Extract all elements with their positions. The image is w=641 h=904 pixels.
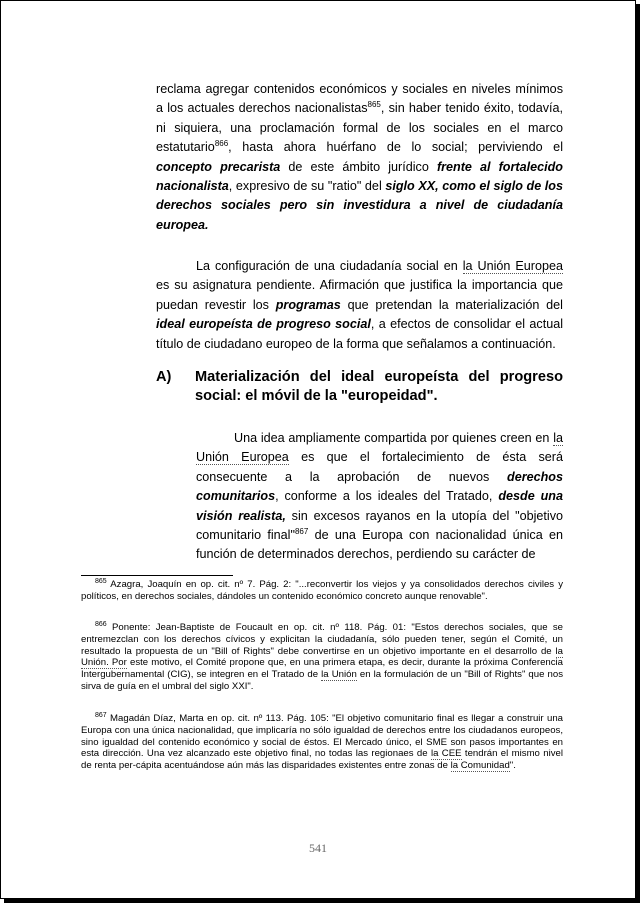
text-run: es su asignatura pendiente. Afirmación que justifica la importancia que puedan revestir los: [156, 278, 563, 312]
emphasis-text: siglo XX, como el siglo de los derechos sociales pero sin investidura a nivel de ciudadanía europea.: [156, 179, 563, 232]
text-run: de este ámbito jurídico: [280, 159, 437, 174]
text-run: reclama agregar contenidos económicos y sociales en niveles mínimos a los actuales derechos nacionalistas: [156, 82, 563, 116]
underlined-term: la Unión. Por: [81, 645, 563, 669]
text-run: de una Europa con nacionalidad única en función de determinados derechos, perdiendo su carácter de: [196, 528, 563, 562]
text-run: sin excesos rayanos en la utopía del "objetivo comunitario final": [196, 508, 563, 543]
footnote-text: este motivo, el Comité propone que, en una primera etapa, es decir, durante la próxima Conferencia Intergubernamental (CIG), se integren en el Tratado de: [81, 657, 563, 681]
footnote-separator: [81, 575, 233, 576]
emphasis-text: desde una visión realista,: [196, 489, 563, 523]
underlined-term: la Unión Europea: [462, 259, 563, 273]
text-run: que pretendan la materialización del: [340, 297, 563, 312]
footnote-text: Azagra, Joaquín en op. cit. nº 7. Pág. 2: "...reconvertir los viejos y ya consolidados derechos civiles y políticos, en derechos sociales, dándoles un contenido económico concreto aunque renovable".: [81, 579, 563, 602]
section-title: Materialización del ideal europeísta del progreso social: el móvil de la "europeidad".: [195, 369, 563, 404]
page-number: 541: [309, 841, 327, 855]
footnote-number: 866: [95, 621, 107, 628]
footnote-ref-867[interactable]: 867: [294, 527, 309, 537]
footnote-ref-866[interactable]: 866: [214, 139, 229, 149]
emphasis-text: concepto precarista: [156, 159, 281, 174]
footnote-866: [81, 622, 563, 693]
footnote-text: Magadán Díaz, Marta en op. cit. nº 113. Pág. 105: "El objetivo comunitario final es llegar a construir una Europa con una única nacionalidad, que implicaría no sólo igualdad de derechos entre los ciudadanos europeos, sino igualdad del contenido económico y social de éstos. El Mercado único, el SME son pasos importantes en esta dirección. Una vez alcanzado este objetivo final, no todas las regionaes de: [81, 713, 563, 760]
text-run: es que el fortalecimiento de ésta será consecuente a la aprobación de nuevos: [196, 450, 563, 484]
footnote-867: [81, 713, 563, 772]
section-letter: A): [156, 369, 172, 385]
footnote-number: 867: [95, 712, 107, 719]
underlined-term: la CEE: [430, 748, 462, 760]
paragraph-1: [156, 80, 563, 235]
paragraph-3: [196, 429, 563, 565]
footnote-text: tendrán el mismo nivel de renta per-cápita acentuándose aún más las disparidades existentes entre zonas de: [81, 748, 563, 772]
paragraph-2: [156, 257, 563, 354]
footnote-text: ".: [509, 760, 516, 772]
text-run: Una idea ampliamente compartida por quienes creen en: [234, 431, 554, 445]
footnote-number: 865: [95, 578, 107, 585]
footnote-text: Ponente: Jean-Baptiste de Foucault en op. cit. nº 118. Pág. 01: "Estos derechos sociales, que se entremezclan con los derechos cívicos y explicitan la ciudadanía, sólo pueden tener, según el Comité, un resultado la propuesta de un "Bill of Rights" debe convertirse en un objetivo importante en el desarrollo de: [81, 622, 563, 657]
text-run: , conforme a los ideales del Tratado,: [275, 489, 499, 504]
underlined-term: la Unión Europea: [196, 431, 563, 465]
emphasis-text: derechos comunitarios: [196, 469, 563, 504]
text-run: La configuración de una ciudadanía social en: [196, 259, 463, 273]
text-run: , hasta ahora huérfano de lo social; perviviendo el: [228, 140, 563, 155]
underlined-term: la Unión: [321, 669, 357, 681]
footnote-ref-865[interactable]: 865: [367, 100, 381, 110]
underlined-term: la Comunidad: [450, 760, 510, 772]
emphasis-text: frente al fortalecido nacionalista: [156, 159, 563, 194]
emphasis-text: programas: [275, 297, 341, 312]
text-run: , sin haber tenido éxito, todavía, ni siquiera, una proclamación formal de los sociales en el marco estatutario: [156, 101, 564, 155]
footnote-865: [81, 579, 563, 603]
text-run: , expresivo de su "ratio" del: [228, 179, 386, 194]
text-run: , a efectos de consolidar el actual título de ciudadano europeo de la forma que señalamos a continuación.: [156, 317, 564, 351]
footnote-text: en la formulación de un "Bill of Rights" que nos sirva de guía en el umbral del siglo XXI".: [81, 669, 563, 692]
emphasis-text: ideal europeísta de progreso social: [156, 317, 371, 332]
